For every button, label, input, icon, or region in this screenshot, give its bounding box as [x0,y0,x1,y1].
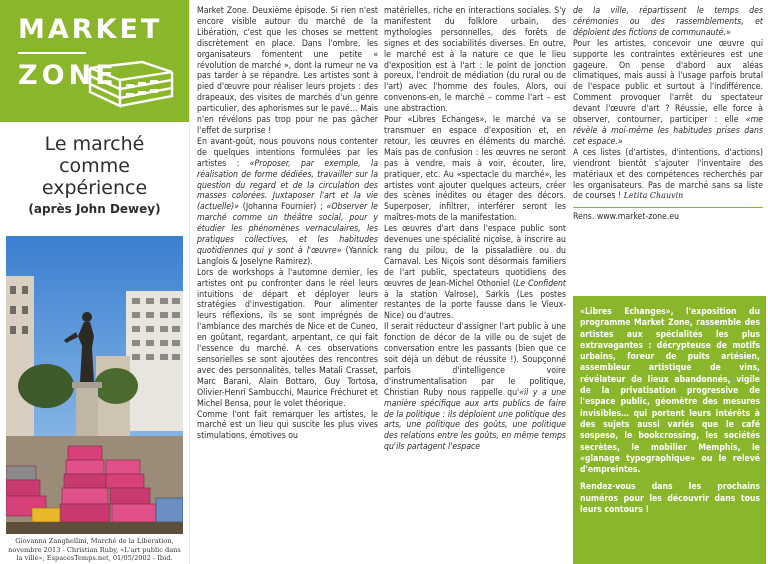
col1-paragraph-4: Comme l'ont fait remarquer les artistes, le marché est un lieu qui suscite les plus vives stimulations, émotives ou [197,409,378,442]
col1-p2-quote-1: «Proposer, par exemple, la réalisation de forme dédiées, travailler sur la question du regard et de la circulation des masses colorées. Juxtaposer l'art et la vie (actuelle)» [197,158,378,213]
photo-caption: Giovanna Zanghellini, Marché de la Libération, novembre 2013 - Christian Ruby, «L'art public dans la ville», EspacesTemps.net, 01/05/2002 - Ibid. [8,537,181,563]
title-line-3: expérience [41,177,148,199]
info-website: Rens. www.market-zone.eu [573,212,680,223]
col2-paragraph-1: matérielles, riche en interactions sociales. S'y manifestent du folklore urbain, des mythologies personnelles, des forêts de signes et des sociabilités diverses. En outre, le marché est à la nature ce que le lieu d'exposition est à l'art : le point de jonction poreux, l'endroit de médiation (du rural ou de l'art) avec l'homme des foules. Alors, oui convenons-en, le marché – comme l'art – est une abstraction. [384,6,566,115]
col1-paragraph-2 [197,137,378,268]
col2-p4-a: Il serait réducteur d'assigner l'art public à une fonction de décor de la ville ou de sujet de conversation entre les passants (bien que ce soit déjà un début de réussite !). Soupçonné parfois d'intelligence voire d'instrumentalisation par le politique, Christian Ruby nous rappelle qu' [384,322,566,398]
logo-word-zone: ZONE [18,60,118,91]
col2-paragraph-3 [384,224,566,322]
col2-paragraph-4 [384,322,566,453]
market-zone-logo [0,0,189,122]
col1-p2-c: (Johanna Fournier) ; [239,202,327,213]
highlight-paragraph-1: «Libres Echanges», l'exposition du programme Market Zone, rassemble des artistes aux spécialités les plus extravagantes : décrypteuse de motifs urbains, foreur de puits artésien, assembleur artistique de vins, révélateur de lieux abandonnés, vigile de la privatisation progressive de l'espace public, géomètre des mesures invisibles… qui portent leurs intérêts à des sujets aussi variés que le café sospeso, le bookcrossing, les sociétés secrètes, le mobilier Memphis, le «glanage typographique» ou le relevé d'empreintes. [580,307,760,476]
col2-p3-c: à la station Valrose), Sarkis (Les postes restantes de la porte fausse dans le Vieux-Nice) ou d'autres. [384,289,566,322]
col1-p2-a: En avant-goût, nous pouvons nous contenter de quelques intentions formulées par les artistes : [197,136,378,169]
col2-p3-artwork: Le Confident [515,278,566,289]
left-panel [0,0,189,564]
col3-paragraph-3 [573,148,763,203]
crate-icon [86,58,178,116]
text-column-3 [573,6,763,223]
text-column-1 [197,6,378,442]
separator-line [573,207,763,208]
market-photo [6,236,183,534]
column-divider [189,0,190,564]
author-signature: Letita Chauvin [623,191,684,201]
title-subtitle: (après John Dewey) [28,202,161,216]
col3-p2-quote: «me révèle à moi-même les habitudes prises dans cet espace.» [573,115,763,147]
highlight-text [580,307,760,522]
logo-word-market: MARKET [18,14,163,45]
col3-p1-quote: de la ville, répartissent le temps des cérémonies ou des rassemblements, et déploient des fictions de communauté.» [573,6,763,38]
col3-p2-text: Pour les artistes, concevoir une œuvre qui supporte les contraintes extérieures est une gageure. On pense d'abord aux aléas climatiques, mais aussi à l'usage parfois brutal de l'espace public et surtout à l'indifférence. Comment provoquer l'arrêt du spectateur devant l'œuvre d'art ? Réussie, elle force à observer, contourner, participer : elle [573,38,763,126]
col2-paragraph-2: Pour «Libres Echanges», le marché va se transmuer en espace d'exposition et, en retour, les œuvres en éléments du marché. Mais pas de confusion : les œuvres ne seront pas à vendre, mais à voir, écouter, lire, pratiquer, etc. Au «spectacle du marché», les artistes vont ajouter quelques acteurs, créer des scènes inédites ou étager des décors. Superposer, infiltrer, interférer seront les maîtres-mots de la manifestation. [384,115,566,224]
col2-p4-quote: «il y a une manière spécifique aux arts publics de faire de la politique : ils déploient une politique des arts, une politique des goûts, une politique des relations entre les goûts, en même temps qu'ils partagent l'espace [384,387,566,453]
col3-p3-text: A ces listes (d'artistes, d'intentions, d'actions) viendront bientôt s'ajouter l'inventaire des matériaux et des compétences recherchés par les organisateurs. Pas de marché sans sa liste de courses ! [573,147,763,202]
col3-paragraph-1 [573,6,763,39]
col2-p3-a: Les œuvres d'art dans l'espace public sont devenues une spécialité niçoise, à inscrire au rang du pilou, de la pissaladière ou du Carnaval. Les Niçois sont désormais familiers de l'art public, spectateurs quotidiens des œuvres de Jean-Michel Othoniel ( [384,224,566,289]
article-title [0,133,189,217]
title-line-2: comme [59,155,130,177]
text-column-2 [384,6,566,453]
col1-paragraph-1: Market Zone. Deuxième épisode. Si rien n'est encore visible autour du marché de la Libération, c'est que les choses se mettent discrètement en place. Dans l'ombre, les organisateurs fomentent une petite « révolution de marché », dont la rumeur ne va pas tarder à se répandre. Les artistes sont à pied d'œuvre pour réaliser leurs projets : des drapeaux, des visites de marchés d'un genre particulier, des aphorismes sur le pavé… Mais n'en révélons pas trop pour ne pas gâcher l'effet de surprise ! [197,6,378,136]
col1-paragraph-3: Lors de workshops à l'automne dernier, les artistes ont pu confronter dans le réel leurs intuitions de départ et déployer leurs stratégies d'investigation. Pour alimenter leurs réflexions, ils se sont imprégnés de l'ambiance des marchés de Nice et de Cuneo, en goûtant, regardant, arpentant, ce qui fait l'essence du marché. A ces observations sensorielles se sont ajoutées des rencontres avec des personnalités, telles Matali Crasset, Marc Barani, Alain Bottaro, Guy Tortosa, Olivier-Henri Sambucchi, Maurice Fréchuret et Michel Bensa, pour le volet théorique. [197,267,378,409]
logo-rule [18,52,86,54]
title-line-1: Le marché [44,133,145,155]
col1-p2-e: (Yannick Langlois & Joselyne Ramirez). [197,245,378,267]
col1-p2-quote-2: «Observer le marché comme un théâtre social, pour y étudier les phénomènes vernaculaires, les pratiques collectives, et les habitudes quotidiennes qui y sont à l'œuvre» [197,202,378,256]
highlight-paragraph-2: Rendez-vous dans les prochains numéros pour les découvrir dans tous leurs contours ! [580,482,760,516]
col3-paragraph-2 [573,39,763,148]
